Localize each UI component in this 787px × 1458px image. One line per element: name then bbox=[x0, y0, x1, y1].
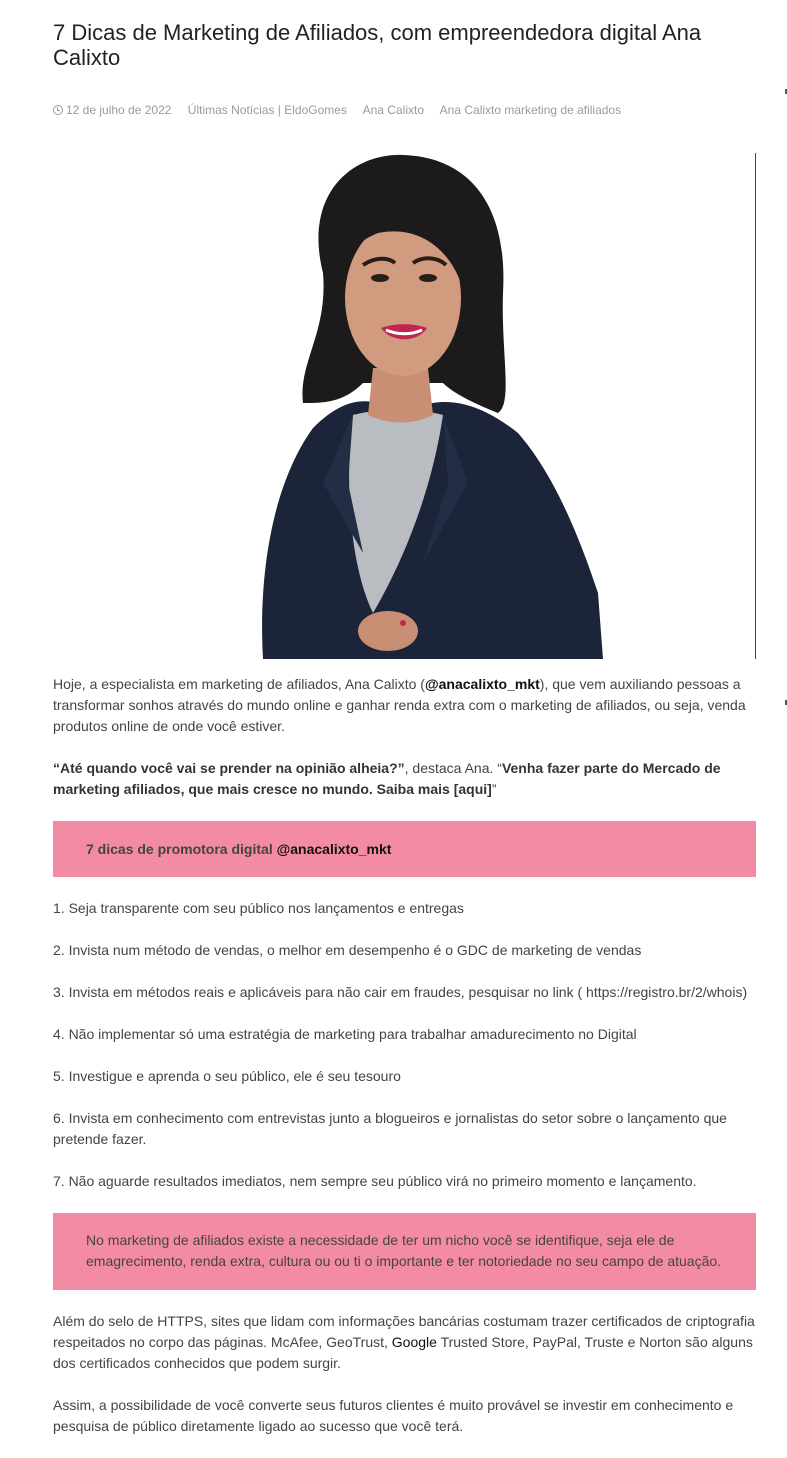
tip-item: 4. Não implementar só uma estratégia de marketing para trabalhar amadurecimento no Digital bbox=[53, 1026, 637, 1042]
photo-border bbox=[755, 153, 756, 659]
quote-question: “Até quando você vai se prender na opinião alheia?” bbox=[53, 760, 405, 776]
quote-attribution: , destaca Ana. “ bbox=[404, 760, 502, 776]
post-date bbox=[53, 103, 171, 117]
tips-callout-box bbox=[53, 821, 756, 877]
intro-before: Hoje, a especialista em marketing de afiliados, Ana Calixto ( bbox=[53, 676, 425, 692]
conclusion-paragraph: Assim, a possibilidade de você converte seus futuros clientes é muito provável se investir em conhecimento e pesquisa de público diretamente ligado ao sucesso que você terá. bbox=[53, 1397, 734, 1434]
tip-item: 7. Não aguarde resultados imediatos, nem sempre seu público virá no primeiro momento e lançamento. bbox=[53, 1173, 697, 1189]
tip-item: 1. Seja transparente com seu público nos lançamentos e entregas bbox=[53, 900, 464, 916]
certificates-before: Além do selo de HTTPS, sites que lidam com informações bancárias costumam trazer certificados de criptografia respeitados no corpo das páginas. McAfee, GeoTrust, bbox=[53, 1313, 755, 1350]
certificates-after: Trusted Store, PayPal, Truste e Norton são alguns dos certificados conhecidos que podem surgir. bbox=[53, 1334, 753, 1371]
google-link[interactable]: Google bbox=[391, 1334, 437, 1350]
tips-callout-text bbox=[86, 840, 391, 859]
tip-item: 5. Investigue e aprenda o seu público, ele é seu tesouro bbox=[53, 1068, 401, 1084]
instagram-handle-link[interactable]: @anacalixto_mkt bbox=[424, 676, 540, 692]
intro-paragraph bbox=[53, 674, 756, 737]
saiba-mais-link[interactable]: Saiba mais [aqui] bbox=[376, 781, 492, 797]
tag-link-ana-calixto[interactable]: Ana Calixto bbox=[362, 103, 424, 117]
tip-item: 3. Invista em métodos reais e aplicáveis para não cair em fraudes, pesquisar no link ( https://registro.br/2/whois) bbox=[53, 984, 748, 1000]
tips-callout-handle-link[interactable]: @anacalixto_mkt bbox=[276, 841, 392, 857]
niche-callout-box bbox=[53, 1213, 756, 1290]
quote-paragraph bbox=[53, 758, 756, 800]
article-meta bbox=[53, 103, 634, 117]
date-text: 12 de julho de 2022 bbox=[66, 103, 172, 117]
intro-after: ), que vem auxiliando pessoas a transformar sonhos através do mundo online e ganhar renda extra com o marketing de afiliados, ou seja, venda produtos online de onde você estiver. bbox=[53, 676, 746, 734]
portrait-photo bbox=[203, 153, 603, 659]
tip-item: 6. Invista em conhecimento com entrevistas junto a blogueiros e jornalistas do setor sobre o lançamento que pretende fazer. bbox=[53, 1110, 727, 1147]
certificates-paragraph bbox=[53, 1311, 756, 1374]
quote-close: ” bbox=[491, 781, 497, 797]
category-link[interactable]: Últimas Notícias | EldoGomes bbox=[187, 103, 347, 117]
article-title: 7 Dicas de Marketing de Afiliados, com empreendedora digital Ana Calixto bbox=[53, 20, 702, 70]
niche-callout-text: No marketing de afiliados existe a necessidade de ter um nicho você se identifique, seja ele de emagrecimento, renda extra, cultura ou ou ti o importante e ter notoriedade no seu campo de atuação. bbox=[86, 1232, 722, 1269]
tip-item: 2. Invista num método de vendas, o melhor em desempenho é o GDC de marketing de vendas bbox=[53, 942, 642, 958]
tag-link-marketing-afiliados[interactable]: Ana Calixto marketing de afiliados bbox=[439, 103, 622, 117]
quote-invite: Venha fazer parte do Mercado de marketing afiliados, que mais cresce no mundo. bbox=[53, 760, 721, 797]
tips-callout-label: 7 dicas de promotora digital bbox=[86, 841, 277, 857]
clock-icon bbox=[53, 105, 63, 115]
